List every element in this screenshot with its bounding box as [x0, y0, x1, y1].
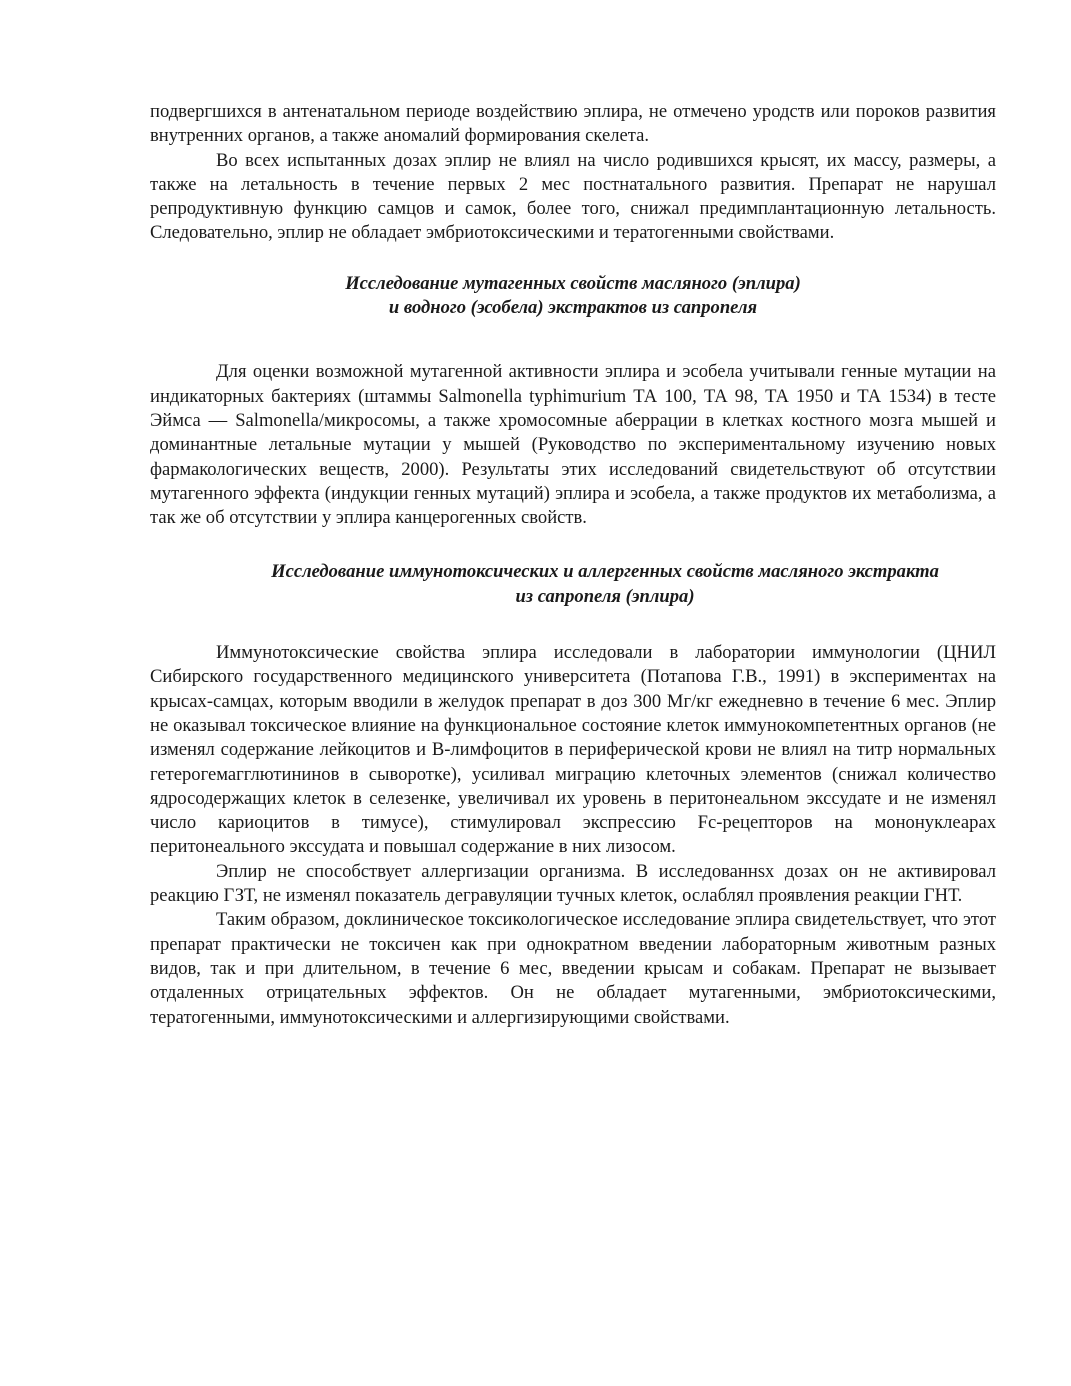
section-heading-mutagenicity: [150, 272, 996, 321]
heading-line: Исследование иммунотоксических и аллергенных свойств масляного экстракта: [271, 561, 939, 583]
paragraph-continuation: подвергшихся в антенатальном периоде воздействию эплира, не отмечено уродств или пороков развития внутренних органов, а также аномалий формирования скелета.: [150, 101, 996, 147]
paragraph-reproductive-toxicity: Во всех испытанных дозах эплир не влиял на число родившихся крысят, их массу, размеры, а также на летальность в течение первых 2 мес постнатального развития. Препарат не нарушал репродуктивную функцию самцов и самок, более того, снижал предимплантационную летальность. Следовательно, эплир не обладает эмбриотоксическими и тератогенными свойствами.: [150, 149, 996, 244]
heading-wrapper: [150, 560, 996, 609]
heading-line: из сапропеля (эплира): [515, 585, 695, 607]
spacer: [150, 320, 996, 360]
spacer: [150, 246, 996, 272]
paragraph-immunotoxicity: Иммунотоксические свойства эплира исследовали в лаборатории иммунологии (ЦНИЛ Сибирского государственного медицинского университета (Потапова Г.В., 1991) в экспериментах на крысах-самцах, которым вводили в желудок препарат в доз 300 Мг/кг ежедневно в течение 6 мес. Эплир не оказывал токсическое влияние на функциональное состояние клеток иммунокомпетентных органов (не изменял содержание лейкоцитов и В-лимфоцитов в периферической крови не влиял на титр нормальных гетерогемагглютининов в сыворотке), усиливал миграцию клеточных элементов (снижал количество ядросодержащих клеток в селезенке, увеличивал их уровень в перитонеальном экссудате и не изменял число кариоцитов в тимусе), стимулировал экспрессию Fc-рецепторов на мононуклеарах перитонеального экссудата и повышал содержание в них лизосом.: [150, 642, 996, 858]
heading-line: Исследование мутагенных свойств масляного (эплира): [345, 272, 801, 294]
spacer: [150, 530, 996, 560]
paragraph-allergenicity: Эплир не способствует аллергизации организма. В исследованнsх дозах он не активировал реакцию ГЗТ, не изменял показатель дегравуляции тучных клеток, ослаблял проявления реакции ГНТ.: [150, 860, 996, 907]
document-page: [150, 100, 996, 1030]
heading-line: и водного (эсобела) экстрактов из сапропеля: [388, 297, 758, 319]
section-heading-immunotoxicity: [214, 560, 996, 609]
paragraph-conclusion: Таким образом, доклиническое токсикологическое исследование эплира свидетельствует, что этот препарат практически не токсичен как при однократном введении лабораторным животным разных видов, так и при длительном, в течение 6 мес, введении крысам и собакам. Препарат не вызывает отдаленных отрицательных эффектов. Он не обладает мутагенными, эмбриотоксическими, тератогенными, иммунотоксическими и аллергизирующими свойствами.: [150, 909, 996, 1028]
spacer: [150, 609, 996, 641]
paragraph-mutagenicity: Для оценки возможной мутагенной активности эплира и эсобела учитывали генные мутации на индикаторных бактериях (штаммы Salmonella typhimurium ТА 100, ТА 98, ТА 1950 и ТА 1534) в тесте Эймса — Salmonella/микросомы, а также хромосомные аберрации в клетках костного мозга мышей и доминантные летальные мутации у мышей (Руководство по экспериментальному изучению новых фармакологических веществ, 2000). Результаты этих исследований свидетельствуют об отсутствии мутагенного эффекта (индукции генных мутаций) эплира и эсобела, а также продуктов их метаболизма, а так же об отсутствии у эплира канцерогенных свойств.: [150, 361, 996, 529]
